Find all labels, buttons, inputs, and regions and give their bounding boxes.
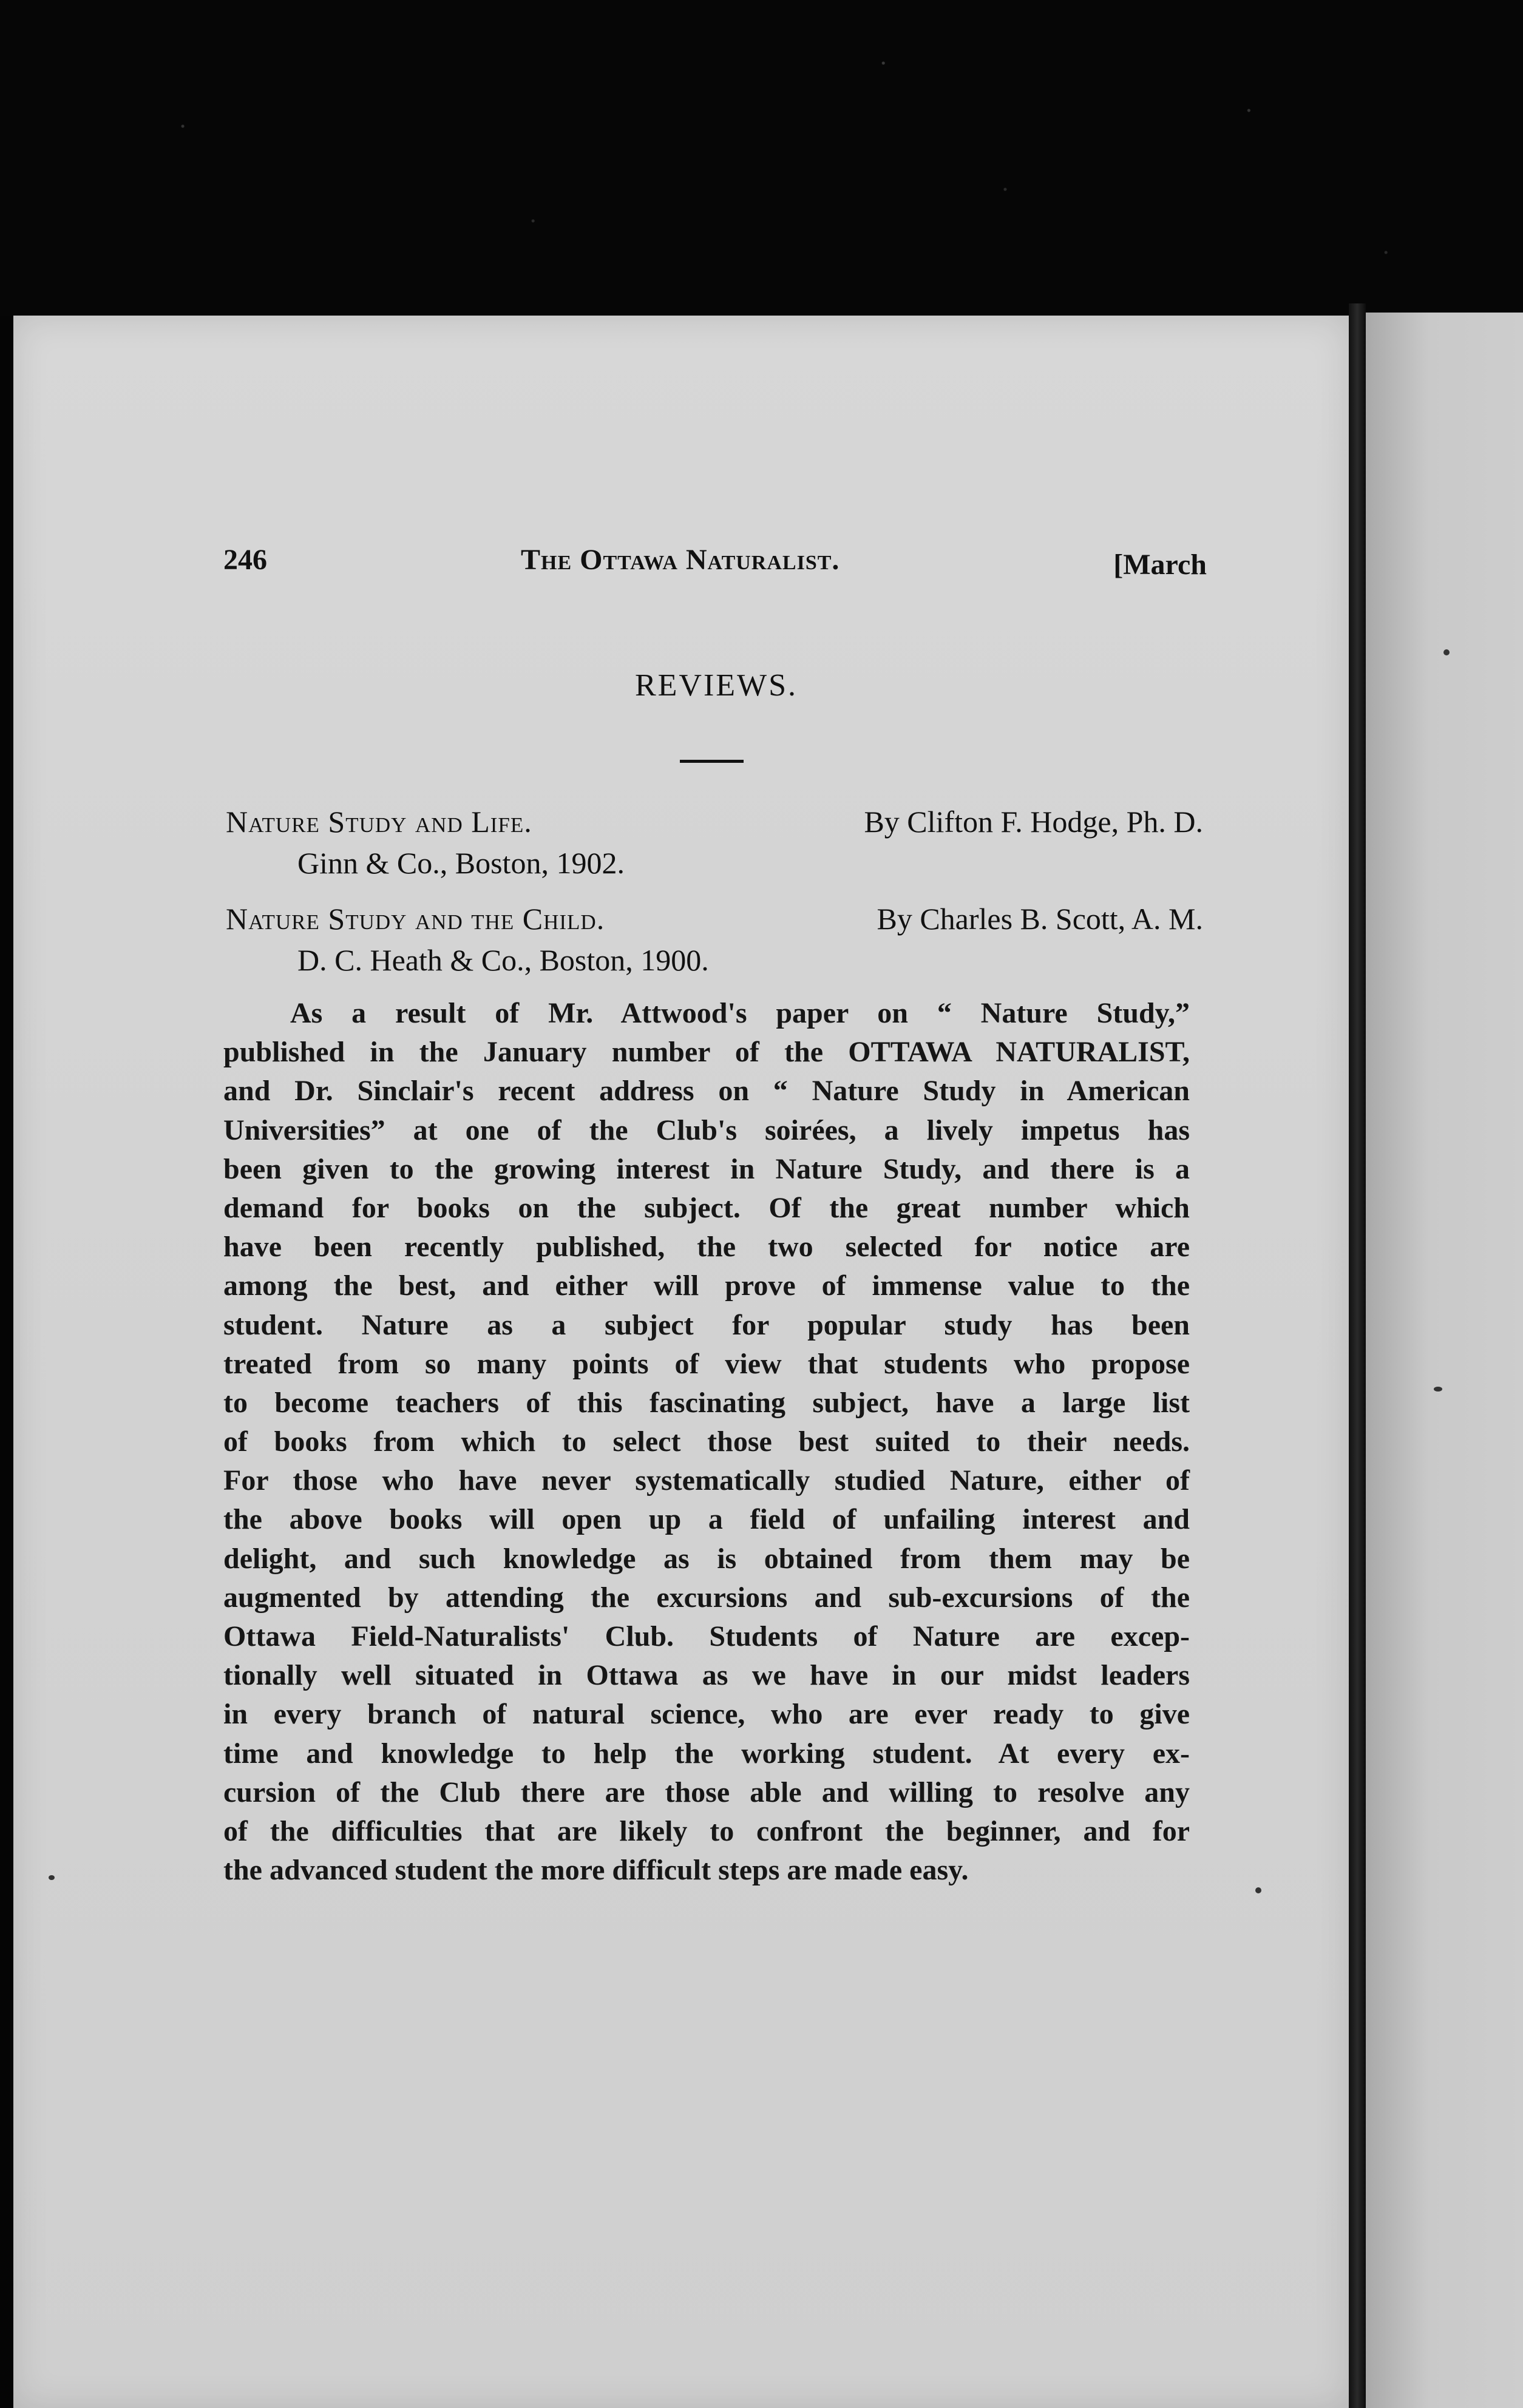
- book-reference: [226, 898, 1203, 981]
- dust-speck: [1255, 1887, 1261, 1893]
- running-head: [223, 543, 1207, 592]
- dark-scan-margin: [0, 0, 1523, 316]
- text-line: time and knowledge to help the working student. At every ex-: [223, 1737, 1190, 1770]
- text-line: published in the January number of the OTTAWA NATURALIST,: [223, 1036, 1190, 1069]
- dust-speck: [49, 1875, 55, 1880]
- text-line: have been recently published, the two selected for notice are: [223, 1231, 1190, 1263]
- book-title: Nature Study and the Child.: [226, 902, 605, 936]
- adjacent-page-edge: [1366, 313, 1523, 2408]
- text-line: the advanced student the more difficult steps are made easy.: [223, 1854, 969, 1887]
- dust-speck: [1434, 1387, 1442, 1392]
- book-author: By Charles B. Scott, A. M.: [877, 902, 1203, 936]
- book-reference: [226, 801, 1203, 884]
- text-line: among the best, and either will prove of immense value to the: [223, 1270, 1190, 1302]
- text-line: delight, and such knowledge as is obtained from them may be: [223, 1542, 1190, 1575]
- journal-title: The Ottawa Naturalist.: [521, 544, 840, 576]
- text-line: to become teachers of this fascinating subject, have a large list: [223, 1386, 1190, 1419]
- text-line: treated from so many points of view that students who propose: [223, 1347, 1190, 1380]
- dust-speck: [1443, 649, 1450, 655]
- text-line: tionally well situated in Ottawa as we have in our midst leaders: [223, 1659, 1190, 1692]
- text-line: been given to the growing interest in Nature Study, and there is a: [223, 1152, 1190, 1185]
- issue-month: [March: [1113, 549, 1207, 581]
- book-author: By Clifton F. Hodge, Ph. D.: [864, 805, 1203, 839]
- review-paragraph: [223, 994, 1190, 1890]
- section-divider: [680, 760, 744, 763]
- text-line: For those who have never systematically studied Nature, either of: [223, 1464, 1190, 1497]
- text-line: the above books will open up a field of unfailing interest and: [223, 1503, 1190, 1536]
- text-line: demand for books on the subject. Of the great number which: [223, 1191, 1190, 1224]
- text-line: in every branch of natural science, who are ever ready to give: [223, 1698, 1190, 1731]
- page-number: 246: [223, 544, 267, 576]
- text-line: and Dr. Sinclair's recent address on “ Nature Study in American: [223, 1075, 1190, 1108]
- text-line: cursion of the Club there are those able and willing to resolve any: [223, 1776, 1190, 1808]
- book-publisher: Ginn & Co., Boston, 1902.: [297, 846, 625, 880]
- text-line: augmented by attending the excursions and sub-excursions of the: [223, 1581, 1190, 1614]
- text-line: of the difficulties that are likely to confront the beginner, and for: [223, 1814, 1190, 1847]
- section-title: REVIEWS.: [634, 668, 798, 703]
- text-line: Ottawa Field-Naturalists' Club. Students of Nature are excep-: [223, 1620, 1190, 1652]
- book-publisher: D. C. Heath & Co., Boston, 1900.: [297, 943, 709, 977]
- text-line: student. Nature as a subject for popular study has been: [223, 1308, 1190, 1341]
- text-line: As a result of Mr. Attwood's paper on “ Nature Study,”: [290, 997, 1190, 1029]
- text-line: of books from which to select those best suited to their needs.: [223, 1426, 1190, 1458]
- page-gutter: [1349, 303, 1366, 2408]
- book-title: Nature Study and Life.: [226, 805, 532, 839]
- text-line: Universities” at one of the Club's soirées, a lively impetus has: [223, 1114, 1190, 1146]
